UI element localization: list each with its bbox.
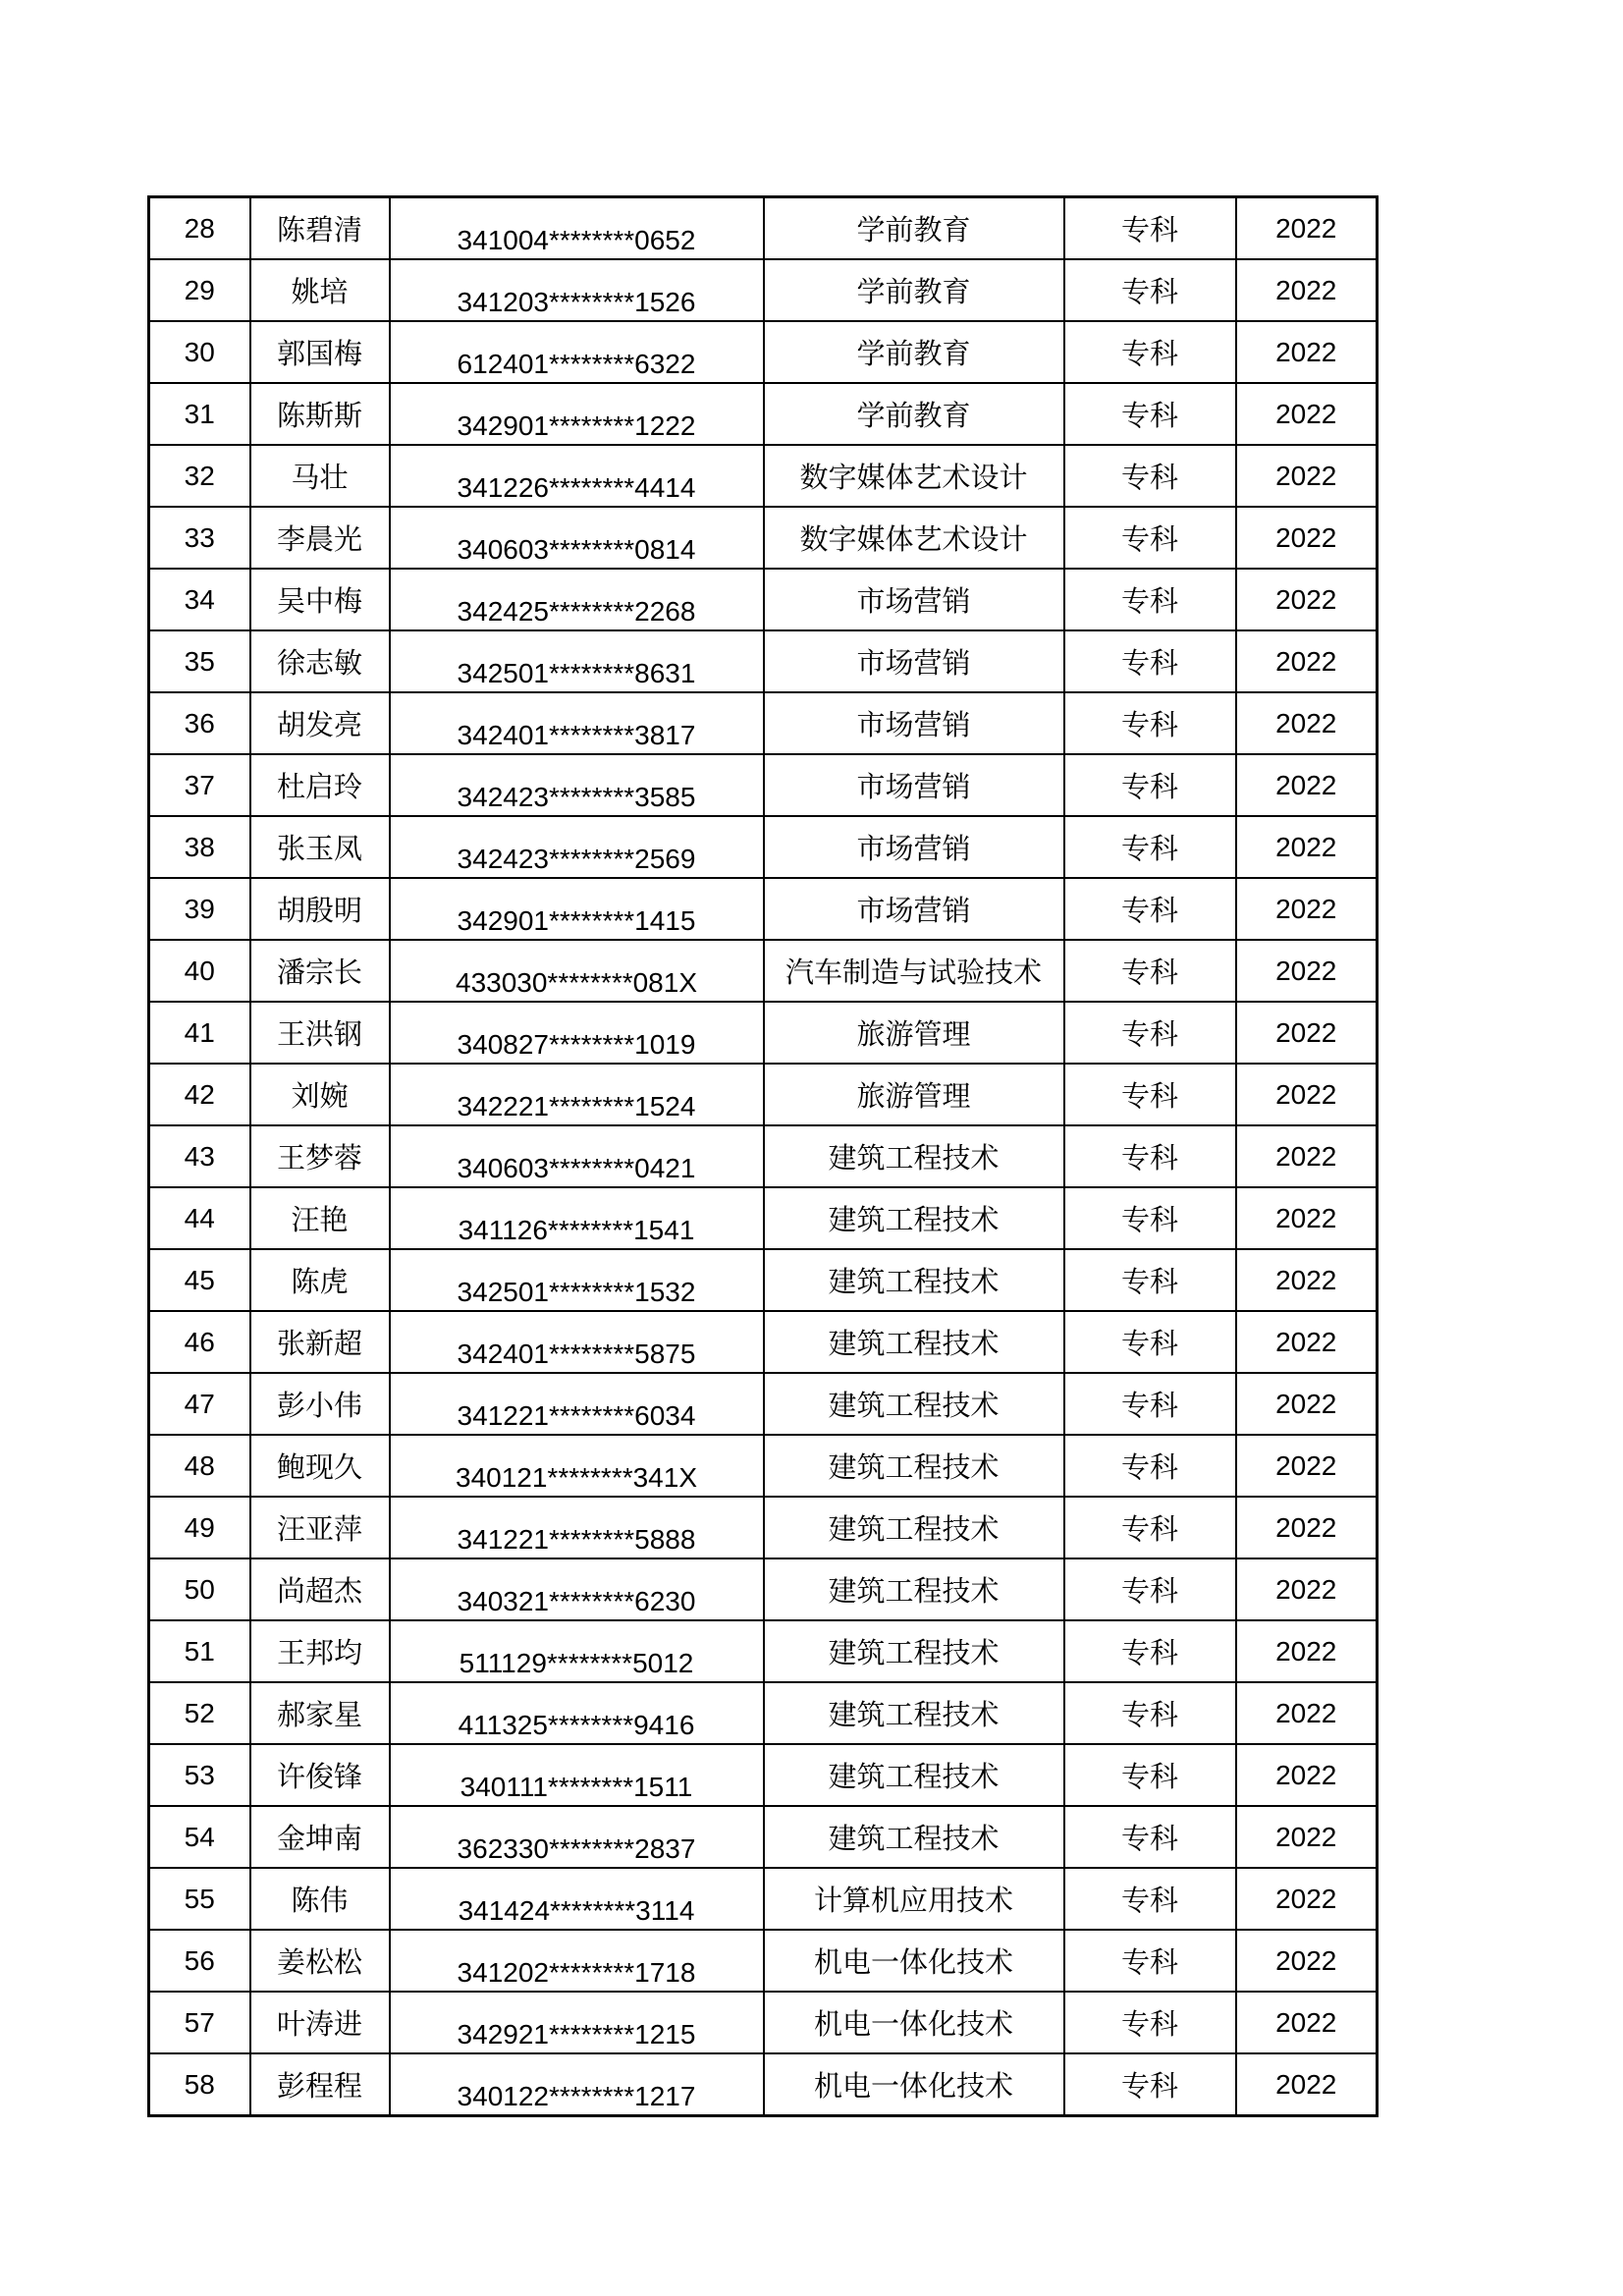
table-row bbox=[149, 878, 1378, 940]
row-number-cell: 48 bbox=[149, 1435, 250, 1497]
id-number-cell: 340603********0814 bbox=[390, 507, 764, 569]
student-name-cell: 张新超 bbox=[250, 1311, 390, 1373]
education-level-cell: 专科 bbox=[1064, 1311, 1236, 1373]
education-level-cell: 专科 bbox=[1064, 1558, 1236, 1620]
major-cell: 学前教育 bbox=[764, 383, 1064, 445]
graduation-year-cell: 2022 bbox=[1236, 1930, 1378, 1992]
major-cell: 建筑工程技术 bbox=[764, 1682, 1064, 1744]
table-row bbox=[149, 1558, 1378, 1620]
student-name-cell: 王洪钢 bbox=[250, 1002, 390, 1064]
student-name-cell: 郭国梅 bbox=[250, 321, 390, 383]
row-number-cell: 28 bbox=[149, 197, 250, 260]
table-row bbox=[149, 1373, 1378, 1435]
major-cell: 汽车制造与试验技术 bbox=[764, 940, 1064, 1002]
row-number-cell: 51 bbox=[149, 1620, 250, 1682]
education-level-cell: 专科 bbox=[1064, 445, 1236, 507]
row-number-cell: 29 bbox=[149, 259, 250, 321]
graduation-year-cell: 2022 bbox=[1236, 1682, 1378, 1744]
student-name-cell: 王梦蓉 bbox=[250, 1125, 390, 1187]
id-number-cell: 341004********0652 bbox=[390, 197, 764, 260]
major-cell: 数字媒体艺术设计 bbox=[764, 507, 1064, 569]
major-cell: 建筑工程技术 bbox=[764, 1249, 1064, 1311]
graduation-year-cell: 2022 bbox=[1236, 878, 1378, 940]
id-number-cell: 511129********5012 bbox=[390, 1620, 764, 1682]
table-row bbox=[149, 197, 1378, 260]
education-level-cell: 专科 bbox=[1064, 1497, 1236, 1558]
id-number-cell: 342501********1532 bbox=[390, 1249, 764, 1311]
education-level-cell: 专科 bbox=[1064, 1806, 1236, 1868]
id-number-cell: 342501********8631 bbox=[390, 630, 764, 692]
student-name-cell: 杜启玲 bbox=[250, 754, 390, 816]
student-name-cell: 潘宗长 bbox=[250, 940, 390, 1002]
row-number-cell: 37 bbox=[149, 754, 250, 816]
row-number-cell: 32 bbox=[149, 445, 250, 507]
row-number-cell: 52 bbox=[149, 1682, 250, 1744]
id-number-cell: 342423********2569 bbox=[390, 816, 764, 878]
major-cell: 建筑工程技术 bbox=[764, 1125, 1064, 1187]
education-level-cell: 专科 bbox=[1064, 569, 1236, 630]
graduation-year-cell: 2022 bbox=[1236, 2053, 1378, 2116]
education-level-cell: 专科 bbox=[1064, 1125, 1236, 1187]
major-cell: 市场营销 bbox=[764, 569, 1064, 630]
row-number-cell: 54 bbox=[149, 1806, 250, 1868]
student-name-cell: 鲍现久 bbox=[250, 1435, 390, 1497]
graduation-year-cell: 2022 bbox=[1236, 1249, 1378, 1311]
major-cell: 建筑工程技术 bbox=[764, 1187, 1064, 1249]
student-records-table bbox=[147, 195, 1379, 2117]
major-cell: 建筑工程技术 bbox=[764, 1620, 1064, 1682]
education-level-cell: 专科 bbox=[1064, 1930, 1236, 1992]
student-name-cell: 王邦均 bbox=[250, 1620, 390, 1682]
graduation-year-cell: 2022 bbox=[1236, 1064, 1378, 1125]
row-number-cell: 35 bbox=[149, 630, 250, 692]
row-number-cell: 56 bbox=[149, 1930, 250, 1992]
row-number-cell: 40 bbox=[149, 940, 250, 1002]
id-number-cell: 342423********3585 bbox=[390, 754, 764, 816]
table-row bbox=[149, 1930, 1378, 1992]
table-row bbox=[149, 507, 1378, 569]
id-number-cell: 342401********5875 bbox=[390, 1311, 764, 1373]
graduation-year-cell: 2022 bbox=[1236, 321, 1378, 383]
table-row bbox=[149, 1682, 1378, 1744]
education-level-cell: 专科 bbox=[1064, 1064, 1236, 1125]
table-row bbox=[149, 1187, 1378, 1249]
education-level-cell: 专科 bbox=[1064, 1992, 1236, 2053]
student-name-cell: 叶涛进 bbox=[250, 1992, 390, 2053]
major-cell: 计算机应用技术 bbox=[764, 1868, 1064, 1930]
graduation-year-cell: 2022 bbox=[1236, 1744, 1378, 1806]
major-cell: 机电一体化技术 bbox=[764, 1992, 1064, 2053]
education-level-cell: 专科 bbox=[1064, 1187, 1236, 1249]
major-cell: 旅游管理 bbox=[764, 1002, 1064, 1064]
student-name-cell: 彭小伟 bbox=[250, 1373, 390, 1435]
table-row bbox=[149, 1992, 1378, 2053]
major-cell: 市场营销 bbox=[764, 692, 1064, 754]
education-level-cell: 专科 bbox=[1064, 197, 1236, 260]
table-row bbox=[149, 1744, 1378, 1806]
major-cell: 数字媒体艺术设计 bbox=[764, 445, 1064, 507]
id-number-cell: 340827********1019 bbox=[390, 1002, 764, 1064]
row-number-cell: 41 bbox=[149, 1002, 250, 1064]
education-level-cell: 专科 bbox=[1064, 1682, 1236, 1744]
row-number-cell: 43 bbox=[149, 1125, 250, 1187]
education-level-cell: 专科 bbox=[1064, 754, 1236, 816]
table-row bbox=[149, 692, 1378, 754]
id-number-cell: 341126********1541 bbox=[390, 1187, 764, 1249]
major-cell: 机电一体化技术 bbox=[764, 1930, 1064, 1992]
graduation-year-cell: 2022 bbox=[1236, 507, 1378, 569]
student-name-cell: 汪艳 bbox=[250, 1187, 390, 1249]
id-number-cell: 341424********3114 bbox=[390, 1868, 764, 1930]
major-cell: 市场营销 bbox=[764, 754, 1064, 816]
major-cell: 学前教育 bbox=[764, 321, 1064, 383]
table-row bbox=[149, 1806, 1378, 1868]
table-row bbox=[149, 1311, 1378, 1373]
id-number-cell: 340122********1217 bbox=[390, 2053, 764, 2116]
row-number-cell: 49 bbox=[149, 1497, 250, 1558]
education-level-cell: 专科 bbox=[1064, 816, 1236, 878]
row-number-cell: 44 bbox=[149, 1187, 250, 1249]
row-number-cell: 42 bbox=[149, 1064, 250, 1125]
student-name-cell: 吴中梅 bbox=[250, 569, 390, 630]
education-level-cell: 专科 bbox=[1064, 321, 1236, 383]
row-number-cell: 39 bbox=[149, 878, 250, 940]
student-name-cell: 尚超杰 bbox=[250, 1558, 390, 1620]
graduation-year-cell: 2022 bbox=[1236, 1125, 1378, 1187]
id-number-cell: 340603********0421 bbox=[390, 1125, 764, 1187]
graduation-year-cell: 2022 bbox=[1236, 569, 1378, 630]
records-body bbox=[149, 197, 1378, 2116]
graduation-year-cell: 2022 bbox=[1236, 259, 1378, 321]
major-cell: 学前教育 bbox=[764, 197, 1064, 260]
id-number-cell: 342221********1524 bbox=[390, 1064, 764, 1125]
table-row bbox=[149, 1868, 1378, 1930]
education-level-cell: 专科 bbox=[1064, 878, 1236, 940]
education-level-cell: 专科 bbox=[1064, 2053, 1236, 2116]
education-level-cell: 专科 bbox=[1064, 940, 1236, 1002]
table-row bbox=[149, 445, 1378, 507]
row-number-cell: 34 bbox=[149, 569, 250, 630]
graduation-year-cell: 2022 bbox=[1236, 1620, 1378, 1682]
graduation-year-cell: 2022 bbox=[1236, 1187, 1378, 1249]
id-number-cell: 612401********6322 bbox=[390, 321, 764, 383]
student-name-cell: 陈碧清 bbox=[250, 197, 390, 260]
education-level-cell: 专科 bbox=[1064, 383, 1236, 445]
graduation-year-cell: 2022 bbox=[1236, 1806, 1378, 1868]
student-name-cell: 胡殷明 bbox=[250, 878, 390, 940]
table-row bbox=[149, 2053, 1378, 2116]
table-row bbox=[149, 754, 1378, 816]
major-cell: 建筑工程技术 bbox=[764, 1435, 1064, 1497]
id-number-cell: 341226********4414 bbox=[390, 445, 764, 507]
row-number-cell: 50 bbox=[149, 1558, 250, 1620]
table-row bbox=[149, 1435, 1378, 1497]
student-name-cell: 金坤南 bbox=[250, 1806, 390, 1868]
graduation-year-cell: 2022 bbox=[1236, 630, 1378, 692]
id-number-cell: 340121********341X bbox=[390, 1435, 764, 1497]
graduation-year-cell: 2022 bbox=[1236, 940, 1378, 1002]
student-name-cell: 汪亚萍 bbox=[250, 1497, 390, 1558]
id-number-cell: 362330********2837 bbox=[390, 1806, 764, 1868]
graduation-year-cell: 2022 bbox=[1236, 754, 1378, 816]
table-row bbox=[149, 383, 1378, 445]
student-name-cell: 彭程程 bbox=[250, 2053, 390, 2116]
row-number-cell: 31 bbox=[149, 383, 250, 445]
graduation-year-cell: 2022 bbox=[1236, 1435, 1378, 1497]
education-level-cell: 专科 bbox=[1064, 692, 1236, 754]
id-number-cell: 341203********1526 bbox=[390, 259, 764, 321]
table-row bbox=[149, 1064, 1378, 1125]
graduation-year-cell: 2022 bbox=[1236, 1558, 1378, 1620]
major-cell: 学前教育 bbox=[764, 259, 1064, 321]
graduation-year-cell: 2022 bbox=[1236, 445, 1378, 507]
table-row bbox=[149, 569, 1378, 630]
major-cell: 建筑工程技术 bbox=[764, 1806, 1064, 1868]
graduation-year-cell: 2022 bbox=[1236, 692, 1378, 754]
major-cell: 机电一体化技术 bbox=[764, 2053, 1064, 2116]
row-number-cell: 33 bbox=[149, 507, 250, 569]
table-row bbox=[149, 816, 1378, 878]
row-number-cell: 47 bbox=[149, 1373, 250, 1435]
education-level-cell: 专科 bbox=[1064, 1868, 1236, 1930]
student-name-cell: 姚培 bbox=[250, 259, 390, 321]
student-name-cell: 郝家星 bbox=[250, 1682, 390, 1744]
id-number-cell: 342401********3817 bbox=[390, 692, 764, 754]
student-name-cell: 陈斯斯 bbox=[250, 383, 390, 445]
id-number-cell: 340321********6230 bbox=[390, 1558, 764, 1620]
student-name-cell: 李晨光 bbox=[250, 507, 390, 569]
row-number-cell: 45 bbox=[149, 1249, 250, 1311]
student-name-cell: 陈伟 bbox=[250, 1868, 390, 1930]
id-number-cell: 340111********1511 bbox=[390, 1744, 764, 1806]
id-number-cell: 341221********5888 bbox=[390, 1497, 764, 1558]
graduation-year-cell: 2022 bbox=[1236, 1002, 1378, 1064]
id-number-cell: 341202********1718 bbox=[390, 1930, 764, 1992]
table-row bbox=[149, 1002, 1378, 1064]
major-cell: 市场营销 bbox=[764, 630, 1064, 692]
education-level-cell: 专科 bbox=[1064, 1373, 1236, 1435]
id-number-cell: 411325********9416 bbox=[390, 1682, 764, 1744]
graduation-year-cell: 2022 bbox=[1236, 816, 1378, 878]
major-cell: 旅游管理 bbox=[764, 1064, 1064, 1125]
table-row bbox=[149, 1497, 1378, 1558]
graduation-year-cell: 2022 bbox=[1236, 197, 1378, 260]
graduation-year-cell: 2022 bbox=[1236, 1373, 1378, 1435]
major-cell: 建筑工程技术 bbox=[764, 1311, 1064, 1373]
row-number-cell: 38 bbox=[149, 816, 250, 878]
row-number-cell: 53 bbox=[149, 1744, 250, 1806]
id-number-cell: 342425********2268 bbox=[390, 569, 764, 630]
education-level-cell: 专科 bbox=[1064, 1620, 1236, 1682]
row-number-cell: 57 bbox=[149, 1992, 250, 2053]
education-level-cell: 专科 bbox=[1064, 259, 1236, 321]
id-number-cell: 433030********081X bbox=[390, 940, 764, 1002]
education-level-cell: 专科 bbox=[1064, 507, 1236, 569]
row-number-cell: 46 bbox=[149, 1311, 250, 1373]
row-number-cell: 36 bbox=[149, 692, 250, 754]
table-row bbox=[149, 940, 1378, 1002]
student-name-cell: 张玉凤 bbox=[250, 816, 390, 878]
table-row bbox=[149, 1249, 1378, 1311]
education-level-cell: 专科 bbox=[1064, 1002, 1236, 1064]
student-name-cell: 陈虎 bbox=[250, 1249, 390, 1311]
graduation-year-cell: 2022 bbox=[1236, 383, 1378, 445]
student-name-cell: 徐志敏 bbox=[250, 630, 390, 692]
major-cell: 市场营销 bbox=[764, 878, 1064, 940]
id-number-cell: 341221********6034 bbox=[390, 1373, 764, 1435]
major-cell: 建筑工程技术 bbox=[764, 1497, 1064, 1558]
major-cell: 建筑工程技术 bbox=[764, 1558, 1064, 1620]
education-level-cell: 专科 bbox=[1064, 1744, 1236, 1806]
education-level-cell: 专科 bbox=[1064, 1435, 1236, 1497]
student-name-cell: 胡发亮 bbox=[250, 692, 390, 754]
major-cell: 建筑工程技术 bbox=[764, 1373, 1064, 1435]
education-level-cell: 专科 bbox=[1064, 1249, 1236, 1311]
table-row bbox=[149, 321, 1378, 383]
student-name-cell: 许俊锋 bbox=[250, 1744, 390, 1806]
graduation-year-cell: 2022 bbox=[1236, 1497, 1378, 1558]
table-row bbox=[149, 1620, 1378, 1682]
education-level-cell: 专科 bbox=[1064, 630, 1236, 692]
table-row bbox=[149, 1125, 1378, 1187]
student-name-cell: 马壮 bbox=[250, 445, 390, 507]
graduation-year-cell: 2022 bbox=[1236, 1311, 1378, 1373]
graduation-year-cell: 2022 bbox=[1236, 1868, 1378, 1930]
id-number-cell: 342921********1215 bbox=[390, 1992, 764, 2053]
table-row bbox=[149, 259, 1378, 321]
row-number-cell: 58 bbox=[149, 2053, 250, 2116]
id-number-cell: 342901********1415 bbox=[390, 878, 764, 940]
row-number-cell: 55 bbox=[149, 1868, 250, 1930]
id-number-cell: 342901********1222 bbox=[390, 383, 764, 445]
graduation-year-cell: 2022 bbox=[1236, 1992, 1378, 2053]
row-number-cell: 30 bbox=[149, 321, 250, 383]
major-cell: 市场营销 bbox=[764, 816, 1064, 878]
student-name-cell: 刘婉 bbox=[250, 1064, 390, 1125]
student-name-cell: 姜松松 bbox=[250, 1930, 390, 1992]
major-cell: 建筑工程技术 bbox=[764, 1744, 1064, 1806]
table-row bbox=[149, 630, 1378, 692]
